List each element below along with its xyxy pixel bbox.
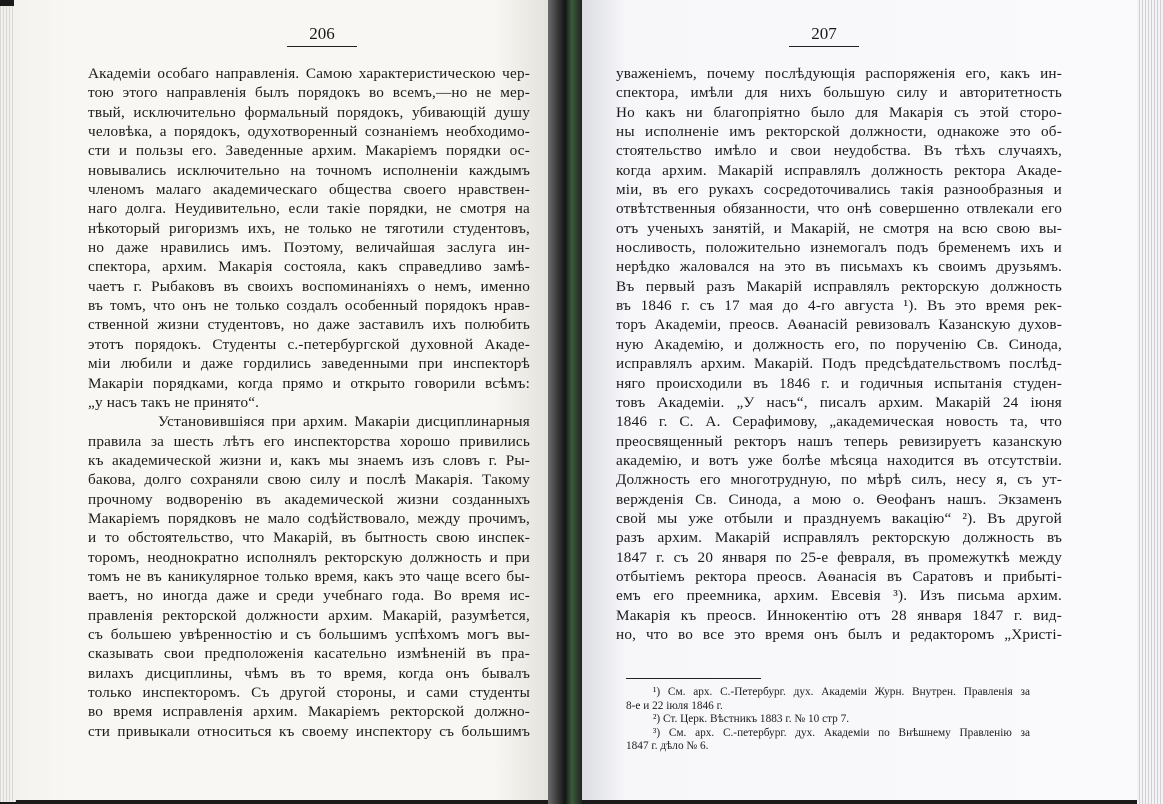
text-line: новывались исключительно на точномъ исполненіи каждымъ [88,161,530,179]
text-line: но, что во все это время онъ былъ и редакторомъ „Христі- [616,625,1062,643]
text-line: но даже нравились имъ. Поэтому, величайшая заслуга ин- [88,239,530,257]
text-line: Макаріемъ порядковъ не мало содѣйствовало, между прочимъ, [88,509,530,527]
page-number: 207 [811,24,837,43]
text-line: сказывать свои предположенія касательно измѣненій въ пра- [88,645,530,663]
text-line: Но какъ ни благопріятно было для Макарія съ этой сторо- [616,103,1062,121]
text-line: 1847 г. съ 20 января по 25-е февраля, въ промежуткѣ между [616,548,1062,566]
text-line: преосвященный ректоръ нашъ теперь ревизируетъ казанскую [616,432,1062,450]
text-line: отвѣтственныя обязанности, что онѣ совершенно отвлекали его [616,200,1062,218]
text-line: въ томъ, что онъ не только создалъ особенный порядокъ нрав- [88,297,530,315]
text-line: прочному водворенію въ академической жизни созданныхъ [88,490,530,508]
text-line: міи любили и даже гордились заведенными при инспекторѣ [88,355,530,373]
text-line: и то обстоятельство, что Макарій, въ бытность свою инспек- [88,529,530,547]
right-page-text [616,64,1062,644]
text-line: правленія ректорской должности архим. Макарій, разумѣется, [88,606,530,624]
text-line: Академіи особаго направленія. Самою характеристическою чер- [88,65,530,82]
footnote-rule [626,678,761,679]
footnote-line: ¹) См. арх. С.-Петербург. дух. Академіи Журн. Внутрен. Правленія за [653,686,1030,698]
text-line: этотъ порядокъ. Студенты с.-петербургской духовной Акаде- [88,335,530,353]
left-page-text [88,64,530,741]
text-line: человѣка, а порядокъ, одухотворенный сознаніемъ необходимо- [88,123,530,141]
text-line: свой мы уже отбыли и празднуемъ вакацію“ ²). Въ другой [616,509,1062,527]
text-line: стоятельство имѣло и свои неудобства. Въ тѣхъ случаяхъ, [616,142,1062,160]
text-line: ны исполненіе имъ ректорской должности, однакоже это об- [616,123,1062,141]
text-line: исправлялъ архим. Макарій. Подъ предсѣдательствомъ послѣд- [616,355,1062,373]
text-line: ную Академію, и должность его, по порученію Св. Синода, [616,335,1062,353]
text-line: отъ ученыхъ занятій, и Макарій, не смотря на всю свою вы- [616,219,1062,237]
text-line: Макарія къ преосв. Иннокентію отъ 28 января 1847 г. вид- [616,606,1062,624]
text-line: вержденія Св. Синода, а мою о. Ѳеофанъ нашъ. Экзаменъ [616,490,1062,508]
footnote-line: 1847 г. дѣло № 6. [626,740,709,752]
footnotes [626,686,1030,754]
text-line: въ 1846 г. съ 17 мая до 4-го августа ¹). Въ это время рек- [616,297,1062,315]
text-line: твый, исключительно формальный порядокъ, убивающій душу [88,103,530,121]
right-page [582,0,1138,800]
text-line: отбытіемъ ректора преосв. Аѳанасія въ Саратовъ и прибыті- [616,567,1062,585]
text-line: съ большею увѣренностію и съ большимъ успѣхомъ могъ вы- [88,625,530,643]
text-line: вилахъ дисциплины, чѣмъ въ то время, когда онъ бывалъ [88,664,530,682]
text-line: спектора, имѣли для нихъ большую силу и авторитетность [616,84,1062,102]
book-gutter [548,0,582,804]
text-line: Должность его многотрудную, по мѣрѣ силъ, несу я, съ ут- [616,471,1062,489]
text-line: Установившіяся при архим. Макаріи дисциплинарныя [158,413,530,431]
footnote-line: ²) Ст. Церк. Вѣстникъ 1883 г. № 10 стр 7. [653,713,850,725]
page-number-rule [789,46,859,47]
text-line: правила за шесть лѣтъ его инспекторства хорошо привились [88,432,530,450]
footnote-line: ³) См. арх. С.-петербург. дух. Академіи по Внѣшнему Правленію за [653,726,1030,739]
text-line: бакова, долго сохраняли свою силу и послѣ Макарія. Такому [88,471,530,489]
text-line: наго долга. Неудивительно, если такіе порядки, не смотря на [88,200,530,218]
text-line: томъ не въ каникулярное только время, какъ это чаще всего бы- [88,567,530,585]
page-number: 206 [309,24,335,43]
text-line: 1846 г. С. А. Серафимову, „академическая новость та, что [616,413,1062,431]
text-line: тою этого направленія былъ порядокъ во всемъ,—но не мер- [88,84,530,102]
text-line: ваетъ, но иногда даже и среди учебнаго года. Во время ис- [88,587,530,605]
text-line: торомъ, неоднократно исполнялъ ректорскую должность и при [88,548,530,566]
text-line: „у насъ такъ не принято“. [88,393,260,411]
text-line: только инспекторомъ. Съ другой стороны, и сами студенты [88,684,530,701]
text-line: чаетъ г. Рыбаковъ въ своихъ воспоминаніяхъ о немъ, именно [88,277,530,295]
text-line: нерѣдко жаловался на это въ письмахъ къ своимъ друзьямъ. [616,258,1062,276]
page-edges-right [1137,0,1163,804]
footnote-line: 8-е и 22 іюля 1846 г. [626,699,723,712]
text-line: нѣкоторый ригоризмъ ихъ, не только не тяготили студентовъ, [88,219,530,237]
left-page [14,0,548,800]
text-line: товъ Академіи. „У насъ“, писалъ архим. Макарій 24 іюня [616,393,1062,411]
text-line: когда архим. Макарій исправлялъ должность ректора Акаде- [616,161,1062,179]
page-number-rule [287,46,357,47]
text-line: сти привыкали относиться къ своему инспектору съ большимъ [88,722,530,740]
text-line: къ академической жизни и, какъ мы знаемъ изъ словъ г. Ры- [88,451,530,469]
text-line: носливость, положительно изнемогалъ подъ бременемъ ихъ и [616,239,1062,257]
text-line: спектора, архим. Макарія состояла, какъ справедливо замѣ- [88,258,530,276]
text-line: разъ архим. Макарій исправлялъ ректорскую должность въ [616,529,1062,547]
text-line: уваженіемъ, почему послѣдующія распоряженія его, какъ ин- [616,65,1062,82]
text-line: во время исправленія архим. Макаріемъ ректорской должно- [88,703,530,721]
text-line: няго происходили въ 1846 г. и годичныя испытанія студен- [616,374,1062,392]
text-line: членомъ малаго академическаго общества своего нравствен- [88,181,530,199]
text-line: емъ его преемника, архим. Евсевія ³). Изъ письма архим. [616,587,1062,605]
text-line: сти и пользы его. Заведенные архим. Макаріемъ порядки ос- [88,142,530,160]
text-line: торъ Академіи, преосв. Аѳанасій ревизовалъ Казанскую духов- [616,316,1062,334]
text-line: Въ первый разъ Макарій исправлялъ ректорскую должность [616,277,1062,295]
text-line: ственной жизни студентовъ, но даже заставилъ ихъ полюбить [88,316,530,334]
text-line: Макаріи порядками, когда прямо и открыто говорили всѣмъ: [88,374,530,392]
text-line: міи, въ его рукахъ сосредоточивались такія разнообразныя и [616,181,1062,199]
text-line: академію, и вотъ уже болѣе мѣсяца находится въ отсутствіи. [616,451,1062,469]
